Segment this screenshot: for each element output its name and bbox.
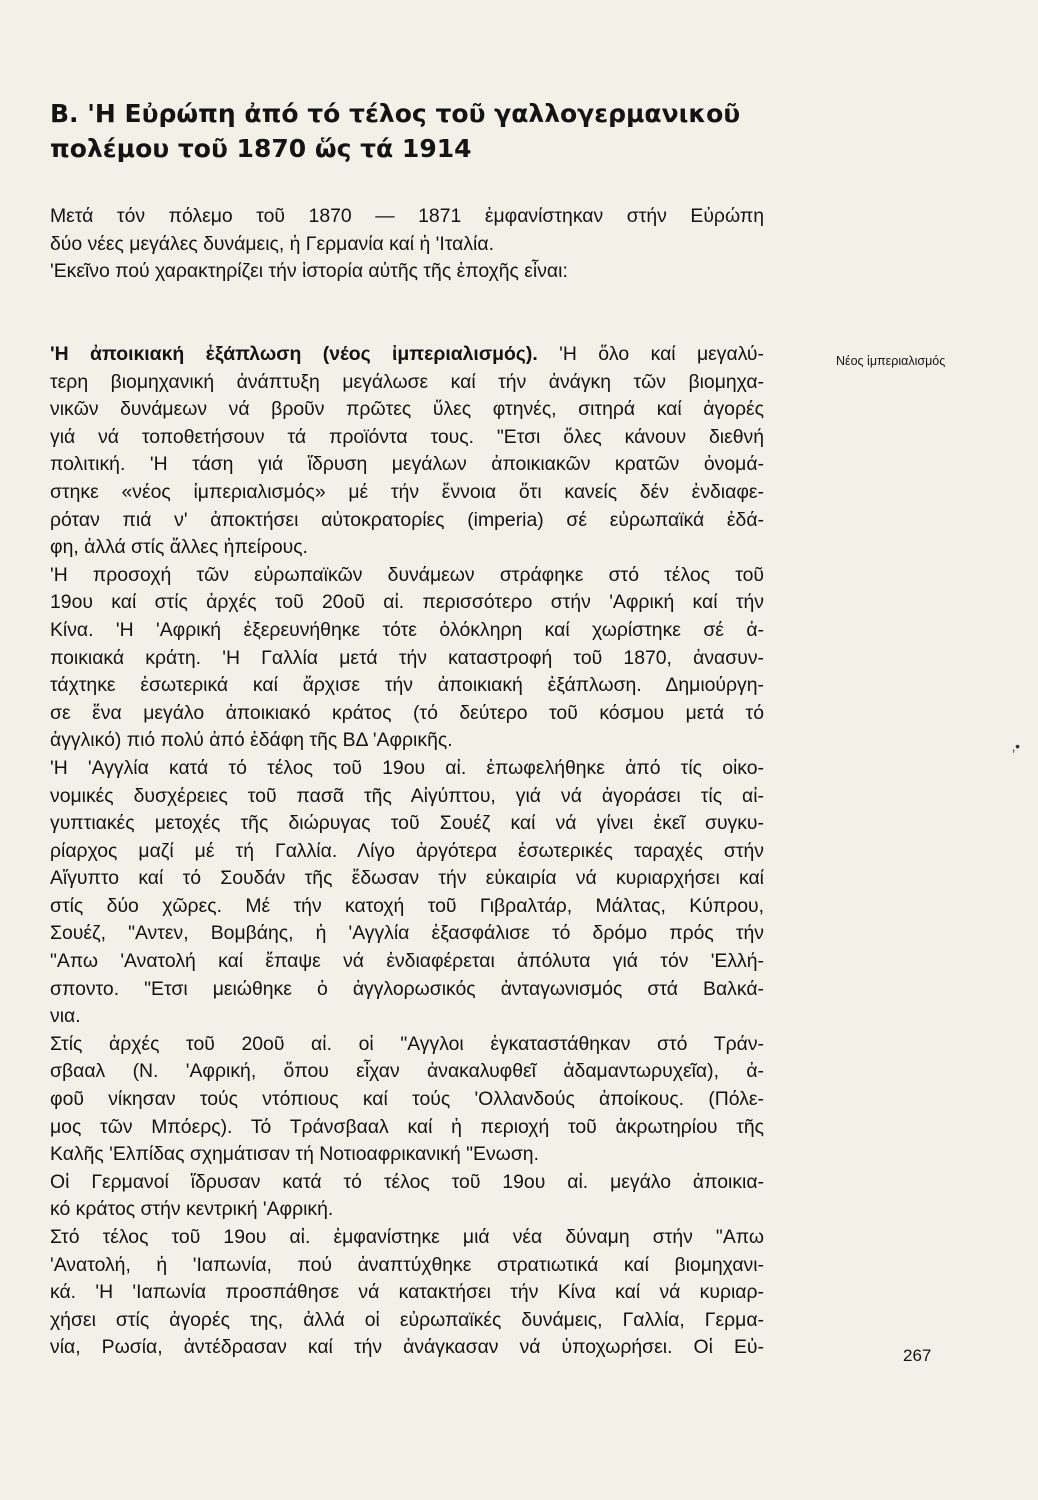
text-line: κά. 'Η 'Ιαπωνία προσπάθησε νά κατακτήσει τήν Κίνα καί νά κυριαρ- <box>50 1281 764 1304</box>
text-line: κό κράτος στήν κεντρική 'Αφρική. <box>50 1198 334 1221</box>
body-text <box>50 341 764 1362</box>
text-line: νια. <box>50 1005 81 1028</box>
heading-line: πολέμου τοῦ 1870 ὥς τά 1914 <box>50 134 472 163</box>
section-subtitle: 'Η ἀποικιακή ἐξάπλωση (νέος ἰμπεριαλισμός). <box>50 343 538 365</box>
text-line: χήσει στίς ἀγορές της, ἀλλά οἱ εὐρωπαϊκές δυνάμεις, Γαλλία, Γερμα- <box>50 1308 764 1331</box>
text-line: Στό τέλος τοῦ 19ου αἰ. ἐμφανίστηκε μιά νέα δύναμη στήν "Απω <box>50 1226 764 1248</box>
text-line: στίς δύο χῶρες. Μέ τήν κατοχή τοῦ Γιβραλτάρ, Μάλτας, Κύπρου, <box>50 894 764 917</box>
text-line: σβααλ (Ν. 'Αφρική, ὅπου εἶχαν ἀνακαλυφθεῖ ἀδαμαντωρυχεῖα), ἀ- <box>50 1060 764 1083</box>
text-line: τερη βιομηχανική ἀνάπτυξη μεγάλωσε καί τήν ἀνάγκη τῶν βιομηχα- <box>50 370 764 393</box>
text-line: γιά νά τοποθετήσουν τά προϊόντα τους. "Ετσι ὅλες κάνουν διεθνή <box>50 425 764 448</box>
text-line: νομικές δυσχέρειες τοῦ πασᾶ τῆς Αἰγύπτου, γιά νά ἀγοράσει τίς αἰ- <box>50 784 764 807</box>
text-line: φη, ἀλλά στίς ἄλλες ἠπείρους. <box>50 536 308 559</box>
text-fragment: 'Η ὅλο καί μεγαλύ- <box>537 343 764 365</box>
text-line: σε ἕνα μεγάλο ἀποικιακό κράτος (τό δεύτερο τοῦ κόσμου μετά τό <box>50 701 764 724</box>
text-line: νικῶν δυνάμεων νά βροῦν πρῶτες ὕλες φτηνές, σιτηρά καί ἀγορές <box>50 398 764 421</box>
text-line: Κίνα. 'Η 'Αφρική ἐξερευνήθηκε τότε ὁλόκληρη καί χωρίστηκε σέ ἀ- <box>50 618 764 641</box>
text-line: Μετά τόν πόλεμο τοῦ 1870 — 1871 ἐμφανίστηκαν στήν Εὐρώπη <box>50 205 764 227</box>
text-line: ρίαρχος μαζί μέ τή Γαλλία. Λίγο ἀργότερα ἐσωτερικές ταραχές στήν <box>50 839 764 862</box>
intro-paragraph <box>50 203 764 286</box>
text-line: Στίς ἀρχές τοῦ 20οῦ αἰ. οἱ "Αγγλοι ἐγκαταστάθηκαν στό Τράν- <box>50 1032 764 1055</box>
text-line: Αἴγυπτο καί τό Σουδάν τῆς ἔδωσαν τήν εὐκαιρία νά κυριαρχήσει καί <box>50 867 764 890</box>
text-line: σποντο. "Ετσι μειώθηκε ὁ ἀγγλορωσικός ἀνταγωνισμός στά Βαλκά- <box>50 977 764 1000</box>
heading-line: Β. 'Η Εὐρώπη ἀπό τό τέλος τοῦ γαλλογερμανικοῦ <box>50 99 741 128</box>
text-line: 'Εκεῖνο πού χαρακτηρίζει τήν ἱστορία αὐτῆς τῆς ἐποχῆς εἶναι: <box>50 260 568 283</box>
text-line: 19ου καί στίς ἀρχές τοῦ 20οῦ αἰ. περισσότερο στήν 'Αφρική καί τήν <box>50 591 764 614</box>
text-line: 'Ανατολή, ἡ 'Ιαπωνία, πού ἀναπτύχθηκε στρατιωτικά καί βιομηχανι- <box>50 1253 764 1276</box>
chapter-heading <box>50 96 790 166</box>
text-line: Οἱ Γερμανοί ἵδρυσαν κατά τό τέλος τοῦ 19ου αἰ. μεγάλο ἀποικια- <box>50 1170 764 1193</box>
text-line: Καλῆς 'Ελπίδας σχημάτισαν τή Νοτιοαφρικανική "Ενωση. <box>50 1143 539 1166</box>
margin-note: Νέος ἰμπεριαλισμός <box>836 354 946 368</box>
text-line: γυπτιακές μετοχές τῆς διώρυγας τοῦ Σουέζ καί νά γίνει ἐκεῖ συγκυ- <box>50 812 764 835</box>
text-line: ποικιακά κράτη. 'Η Γαλλία μετά τήν καταστροφή τοῦ 1870, ἀνασυν- <box>50 646 764 669</box>
text-line: 'Η προσοχή τῶν εὐρωπαϊκῶν δυνάμεων στράφηκε στό τέλος τοῦ <box>50 563 764 586</box>
text-line: νία, Ρωσία, ἀντέδρασαν καί τήν ἀνάγκασαν νά ὑποχωρήσει. Οἱ Εὐ- <box>50 1336 764 1359</box>
text-line: τάχτηκε ἐσωτερικά καί ἄρχισε τήν ἀποικιακή ἐξάπλωση. Δημιούργη- <box>50 674 764 697</box>
text-line: Σουέζ, "Αντεν, Βομβάης, ἡ 'Αγγλία ἐξασφάλισε τό δρόμο πρός τήν <box>50 922 764 945</box>
page-number: 267 <box>903 1346 932 1365</box>
text-line: φοῦ νίκησαν τούς ντόπιους καί τούς 'Ολλανδούς ἀποίκους. (Πόλε- <box>50 1088 764 1111</box>
text-line: δύο νέες μεγάλες δυνάμεις, ἡ Γερμανία καί ἡ 'Ιταλία. <box>50 232 494 255</box>
margin-mark: ‚• <box>1012 738 1021 754</box>
text-line: στηκε «νέος ἰμπεριαλισμός» μέ τήν ἔννοια ὅτι κανείς δέν ἐνδιαφε- <box>50 480 764 503</box>
text-line: "Απω 'Ανατολή καί ἔπαψε νά ἐνδιαφέρεται ἀπόλυτα γιά τόν 'Ελλή- <box>50 950 764 973</box>
text-line: 'Η 'Αγγλία κατά τό τέλος τοῦ 19ου αἰ. ἐπωφελήθηκε ἀπό τίς οἰκο- <box>50 756 764 779</box>
text-line: μος τῶν Μπόερς). Τό Τράνσβααλ καί ἡ περιοχή τοῦ ἀκρωτηρίου τῆς <box>50 1115 764 1138</box>
text-line: ρόταν πιά ν' ἀποκτήσει αὐτοκρατορίες (imperia) σέ εὐρωπαϊκά ἐδά- <box>50 508 764 531</box>
text-line <box>50 341 764 369</box>
text-line: πολιτική. 'Η τάση γιά ἵδρυση μεγάλων ἀποικιακῶν κρατῶν ὀνομά- <box>50 453 764 476</box>
text-line: ἀγγλικό) πιό πολύ ἀπό ἐδάφη τῆς ΒΔ 'Αφρικῆς. <box>50 729 453 752</box>
